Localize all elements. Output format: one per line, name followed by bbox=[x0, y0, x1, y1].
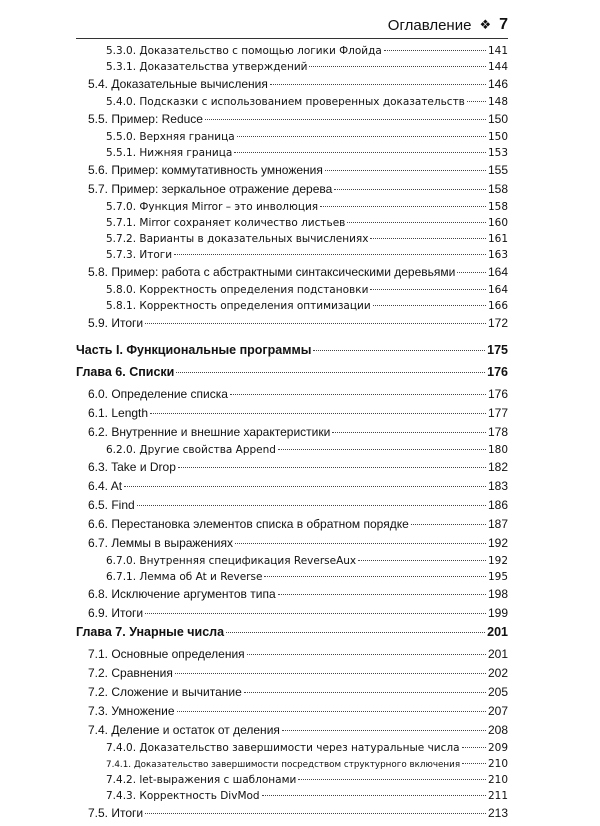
entry-page-number: 177 bbox=[487, 406, 508, 420]
toc-section-entry[interactable] bbox=[76, 426, 508, 445]
dot-leader bbox=[244, 692, 486, 693]
entry-page-number: 207 bbox=[487, 704, 508, 718]
entry-page-number: 192 bbox=[487, 536, 508, 550]
entry-title: 7.1. Основные определения bbox=[88, 647, 245, 661]
dot-leader bbox=[313, 350, 485, 351]
entry-title: 7.5. Итоги bbox=[88, 806, 144, 820]
entry-page-number: 176 bbox=[487, 387, 508, 401]
dot-leader bbox=[384, 50, 486, 51]
toc-part-entry[interactable] bbox=[76, 344, 508, 366]
entry-title: 6.9. Итоги bbox=[88, 606, 144, 620]
entry-title: 5.7.2. Варианты в доказательных вычислениях bbox=[106, 233, 369, 245]
toc-section-entry[interactable] bbox=[76, 266, 508, 285]
entry-title: 7.2. Сложение и вычитание bbox=[88, 685, 242, 699]
entry-title: 6.3. Take и Drop bbox=[88, 460, 176, 474]
dot-leader bbox=[373, 305, 486, 306]
toc-subsection-entry[interactable] bbox=[76, 791, 508, 807]
toc-section-entry[interactable] bbox=[76, 388, 508, 407]
entry-page-number: 205 bbox=[487, 685, 508, 699]
dot-leader bbox=[462, 747, 486, 748]
entry-page-number: 198 bbox=[487, 587, 508, 601]
toc-section-entry[interactable] bbox=[76, 113, 508, 132]
entry-page-number: 144 bbox=[487, 61, 508, 73]
table-of-contents bbox=[76, 46, 508, 826]
entry-title: 5.8.1. Корректность определения оптимизации bbox=[106, 300, 371, 312]
entry-title: 5.3.1. Доказательства утверждений bbox=[106, 61, 308, 73]
dot-leader bbox=[262, 795, 486, 796]
toc-section-entry[interactable] bbox=[76, 807, 508, 826]
dot-leader bbox=[462, 763, 486, 764]
dot-leader bbox=[467, 101, 486, 102]
toc-subsection-entry[interactable] bbox=[76, 202, 508, 218]
toc-section-entry[interactable] bbox=[76, 667, 508, 686]
toc-subsection-entry[interactable] bbox=[76, 759, 508, 775]
running-header bbox=[388, 16, 508, 34]
dot-leader bbox=[124, 486, 486, 487]
entry-page-number: 199 bbox=[487, 606, 508, 620]
entry-title: 5.8.0. Корректность определения подстановки bbox=[106, 284, 369, 296]
toc-section-entry[interactable] bbox=[76, 183, 508, 202]
dot-leader bbox=[230, 394, 486, 395]
entry-page-number: 150 bbox=[487, 112, 508, 126]
toc-subsection-entry[interactable] bbox=[76, 132, 508, 148]
dot-leader bbox=[282, 730, 486, 731]
toc-subsection-entry[interactable] bbox=[76, 301, 508, 317]
entry-title: 5.7. Пример: зеркальное отражение дерева bbox=[88, 182, 333, 196]
entry-page-number: 180 bbox=[487, 444, 508, 456]
toc-subsection-entry[interactable] bbox=[76, 285, 508, 301]
entry-page-number: 141 bbox=[487, 45, 508, 57]
dot-leader bbox=[176, 372, 485, 373]
dot-leader bbox=[137, 505, 486, 506]
entry-page-number: 208 bbox=[487, 723, 508, 737]
dot-leader bbox=[174, 254, 486, 255]
entry-page-number: 178 bbox=[487, 425, 508, 439]
dot-leader bbox=[411, 524, 486, 525]
entry-page-number: 201 bbox=[487, 647, 508, 661]
toc-subsection-entry[interactable] bbox=[76, 97, 508, 113]
toc-subsection-entry[interactable] bbox=[76, 445, 508, 461]
toc-section-entry[interactable] bbox=[76, 607, 508, 626]
dot-leader bbox=[370, 238, 486, 239]
entry-page-number: 186 bbox=[487, 498, 508, 512]
entry-page-number: 175 bbox=[487, 343, 508, 357]
entry-page-number: 150 bbox=[487, 131, 508, 143]
dot-leader bbox=[150, 413, 486, 414]
toc-subsection-entry[interactable] bbox=[76, 62, 508, 78]
entry-page-number: 192 bbox=[487, 555, 508, 567]
entry-page-number: 166 bbox=[487, 300, 508, 312]
dot-leader bbox=[237, 136, 486, 137]
toc-section-entry[interactable] bbox=[76, 317, 508, 336]
toc-part-entry[interactable] bbox=[76, 626, 508, 648]
entry-title: 7.2. Сравнения bbox=[88, 666, 173, 680]
entry-page-number: 176 bbox=[487, 365, 508, 379]
entry-page-number: 202 bbox=[487, 666, 508, 680]
toc-subsection-entry[interactable] bbox=[76, 775, 508, 791]
entry-page-number: 160 bbox=[487, 217, 508, 229]
dot-leader bbox=[358, 560, 486, 561]
entry-page-number: 210 bbox=[487, 774, 508, 786]
entry-title: 7.4.0. Доказательство завершимости через натуральные числа bbox=[106, 742, 460, 754]
toc-section-entry[interactable] bbox=[76, 480, 508, 499]
dot-leader bbox=[247, 654, 486, 655]
toc-subsection-entry[interactable] bbox=[76, 572, 508, 588]
entry-page-number: 183 bbox=[487, 479, 508, 493]
entry-page-number: 201 bbox=[487, 625, 508, 639]
toc-subsection-entry[interactable] bbox=[76, 743, 508, 759]
toc-section-entry[interactable] bbox=[76, 537, 508, 556]
dot-leader bbox=[325, 170, 486, 171]
entry-title: 5.8. Пример: работа с абстрактными синтаксическими деревьями bbox=[88, 265, 456, 279]
entry-title: 6.5. Find bbox=[88, 498, 135, 512]
toc-subsection-entry[interactable] bbox=[76, 556, 508, 572]
dot-leader bbox=[370, 289, 486, 290]
toc-section-entry[interactable] bbox=[76, 499, 508, 518]
entry-title: 7.4.1. Доказательство завершимости посредством структурного включения bbox=[106, 760, 461, 770]
toc-section-entry[interactable] bbox=[76, 705, 508, 724]
dot-leader bbox=[457, 272, 486, 273]
dot-leader bbox=[175, 673, 486, 674]
entry-title: 6.7.0. Внутренняя спецификация ReverseAux bbox=[106, 555, 357, 567]
toc-subsection-entry[interactable] bbox=[76, 234, 508, 250]
dot-leader bbox=[145, 323, 486, 324]
entry-page-number: 163 bbox=[487, 249, 508, 261]
dot-leader bbox=[334, 189, 486, 190]
entry-title: 7.4.3. Корректность DivMod bbox=[106, 790, 260, 802]
toc-subsection-entry[interactable] bbox=[76, 250, 508, 266]
toc-section-entry[interactable] bbox=[76, 648, 508, 667]
entry-page-number: 146 bbox=[487, 77, 508, 91]
entry-title: Глава 7. Унарные числа bbox=[76, 625, 225, 639]
entry-title: 5.3.0. Доказательство с помощью логики Флойда bbox=[106, 45, 382, 57]
dot-leader bbox=[270, 84, 486, 85]
entry-title: 7.4.2. let-выражения с шаблонами bbox=[106, 774, 297, 786]
entry-title: Глава 6. Списки bbox=[76, 365, 175, 379]
toc-subsection-entry[interactable] bbox=[76, 46, 508, 62]
header-title: Оглавление bbox=[387, 16, 472, 34]
entry-title: 6.2. Внутренние и внешние характеристики bbox=[88, 425, 331, 439]
toc-section-entry[interactable] bbox=[76, 724, 508, 743]
dot-leader bbox=[264, 576, 486, 577]
entry-page-number: 211 bbox=[487, 790, 508, 802]
dot-leader bbox=[278, 449, 486, 450]
dot-leader bbox=[234, 152, 486, 153]
entry-title: 5.4.0. Подсказки с использованием проверенных доказательств bbox=[106, 96, 465, 108]
entry-page-number: 153 bbox=[487, 147, 508, 159]
toc-section-entry[interactable] bbox=[76, 461, 508, 480]
ornament-icon: ❖ bbox=[479, 17, 492, 32]
toc-section-entry[interactable] bbox=[76, 407, 508, 426]
toc-section-entry[interactable] bbox=[76, 518, 508, 537]
entry-title: 7.4. Деление и остаток от деления bbox=[88, 723, 280, 737]
entry-title: 5.5. Пример: Reduce bbox=[88, 112, 203, 126]
entry-title: 6.1. Length bbox=[88, 406, 149, 420]
dot-leader bbox=[226, 632, 485, 633]
entry-page-number: 164 bbox=[487, 265, 508, 279]
dot-leader bbox=[145, 613, 486, 614]
dot-leader bbox=[177, 711, 486, 712]
entry-page-number: 164 bbox=[487, 284, 508, 296]
dot-leader bbox=[278, 594, 486, 595]
entry-title: 6.2.0. Другие свойства Append bbox=[106, 444, 276, 456]
dot-leader bbox=[145, 813, 486, 814]
entry-title: 6.8. Исключение аргументов типа bbox=[88, 587, 276, 601]
entry-title: 6.7.1. Лемма об At и Reverse bbox=[106, 571, 263, 583]
entry-title: 5.6. Пример: коммутативность умножения bbox=[88, 163, 323, 177]
toc-section-entry[interactable] bbox=[76, 686, 508, 705]
dot-leader bbox=[320, 206, 486, 207]
toc-section-entry[interactable] bbox=[76, 164, 508, 183]
toc-section-entry[interactable] bbox=[76, 78, 508, 97]
dot-leader bbox=[205, 119, 486, 120]
dot-leader bbox=[235, 543, 486, 544]
entry-title: 5.5.1. Нижняя граница bbox=[106, 147, 233, 159]
entry-title: 6.0. Определение списка bbox=[88, 387, 228, 401]
entry-page-number: 195 bbox=[487, 571, 508, 583]
entry-page-number: 213 bbox=[487, 806, 508, 820]
toc-subsection-entry[interactable] bbox=[76, 218, 508, 234]
entry-page-number: 155 bbox=[487, 163, 508, 177]
entry-title: 6.6. Перестановка элементов списка в обратном порядке bbox=[88, 517, 409, 531]
entry-title: Часть I. Функциональные программы bbox=[76, 343, 312, 357]
entry-title: 5.7.1. Mirror сохраняет количество листьев bbox=[106, 217, 346, 229]
toc-part-entry[interactable] bbox=[76, 366, 508, 388]
entry-title: 5.4. Доказательные вычисления bbox=[88, 77, 268, 91]
entry-page-number: 158 bbox=[487, 182, 508, 196]
entry-page-number: 187 bbox=[487, 517, 508, 531]
entry-title: 7.3. Умножение bbox=[88, 704, 175, 718]
entry-page-number: 209 bbox=[487, 742, 508, 754]
entry-title: 5.9. Итоги bbox=[88, 316, 144, 330]
entry-title: 5.7.0. Функция Mirror – это инволюция bbox=[106, 201, 319, 213]
page-number: 7 bbox=[499, 16, 508, 33]
entry-page-number: 210 bbox=[487, 758, 508, 770]
entry-title: 6.4. At bbox=[88, 479, 123, 493]
header-rule bbox=[76, 38, 508, 39]
toc-section-entry[interactable] bbox=[76, 588, 508, 607]
entry-page-number: 182 bbox=[487, 460, 508, 474]
dot-leader bbox=[298, 779, 486, 780]
toc-subsection-entry[interactable] bbox=[76, 148, 508, 164]
dot-leader bbox=[178, 467, 486, 468]
dot-leader bbox=[347, 222, 486, 223]
entry-page-number: 172 bbox=[487, 316, 508, 330]
dot-leader bbox=[309, 66, 485, 67]
entry-page-number: 161 bbox=[487, 233, 508, 245]
entry-page-number: 148 bbox=[487, 96, 508, 108]
entry-title: 6.7. Леммы в выражениях bbox=[88, 536, 233, 550]
entry-title: 5.7.3. Итоги bbox=[106, 249, 173, 261]
entry-title: 5.5.0. Верхняя граница bbox=[106, 131, 235, 143]
dot-leader bbox=[332, 432, 486, 433]
entry-page-number: 158 bbox=[487, 201, 508, 213]
